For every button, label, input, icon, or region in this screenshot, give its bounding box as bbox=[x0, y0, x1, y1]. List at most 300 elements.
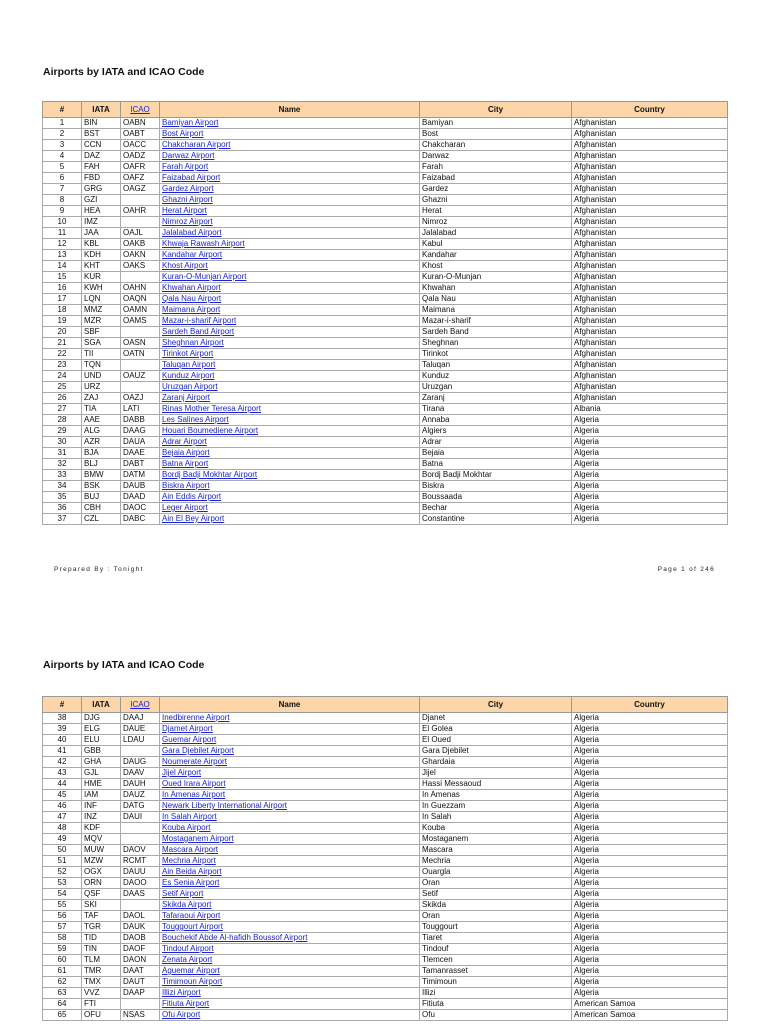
cell-name bbox=[160, 801, 420, 812]
cell-icao: DATG bbox=[121, 801, 160, 812]
cell-icao: DAOO bbox=[121, 878, 160, 889]
table-row bbox=[43, 1010, 728, 1021]
table-row bbox=[43, 933, 728, 944]
cell-name bbox=[160, 867, 420, 878]
cell-city: Kouba bbox=[420, 823, 572, 834]
table-row bbox=[43, 239, 728, 250]
cell-num: 63 bbox=[43, 988, 82, 999]
airport-name-link[interactable]: Setif Airport bbox=[162, 889, 204, 898]
table-row bbox=[43, 316, 728, 327]
table-row bbox=[43, 349, 728, 360]
cell-name bbox=[160, 283, 420, 294]
cell-iata: KDH bbox=[82, 250, 121, 261]
cell-num: 54 bbox=[43, 889, 82, 900]
cell-country: Algeria bbox=[572, 415, 728, 426]
cell-icao bbox=[121, 217, 160, 228]
cell-name bbox=[160, 1010, 420, 1021]
cell-iata: JAA bbox=[82, 228, 121, 239]
cell-country: Algeria bbox=[572, 845, 728, 856]
cell-iata: BST bbox=[82, 129, 121, 140]
cell-name bbox=[160, 713, 420, 724]
cell-icao bbox=[121, 382, 160, 393]
cell-name bbox=[160, 338, 420, 349]
cell-iata: MUW bbox=[82, 845, 121, 856]
cell-city: Jalalabad bbox=[420, 228, 572, 239]
airport-name-link[interactable]: Khost Airport bbox=[162, 261, 208, 270]
airport-name-link[interactable]: Taluqan Airport bbox=[162, 360, 216, 369]
cell-iata: BIN bbox=[82, 118, 121, 129]
table-row bbox=[43, 856, 728, 867]
cell-num: 6 bbox=[43, 173, 82, 184]
cell-iata: TII bbox=[82, 349, 121, 360]
airport-name-link[interactable]: Ain Beida Airport bbox=[162, 867, 222, 876]
cell-num: 57 bbox=[43, 922, 82, 933]
cell-icao: OAMS bbox=[121, 316, 160, 327]
airport-name-link[interactable]: Bejaia Airport bbox=[162, 448, 210, 457]
table-row bbox=[43, 404, 728, 415]
cell-iata: OGX bbox=[82, 867, 121, 878]
table-row bbox=[43, 867, 728, 878]
cell-name bbox=[160, 140, 420, 151]
cell-name bbox=[160, 349, 420, 360]
cell-city: Oran bbox=[420, 878, 572, 889]
header-iata: IATA bbox=[82, 102, 121, 118]
header-country: Country bbox=[572, 697, 728, 713]
header-num: # bbox=[43, 102, 82, 118]
cell-iata: MMZ bbox=[82, 305, 121, 316]
cell-city: Djanet bbox=[420, 713, 572, 724]
cell-num: 55 bbox=[43, 900, 82, 911]
airport-name-link[interactable]: Bouchekif Abde Al-hafidh Boussof Airport bbox=[162, 933, 308, 942]
cell-country: Algeria bbox=[572, 856, 728, 867]
table-row bbox=[43, 492, 728, 503]
table-row bbox=[43, 757, 728, 768]
cell-city: Tlemcen bbox=[420, 955, 572, 966]
cell-icao: DAUI bbox=[121, 812, 160, 823]
airport-name-link[interactable]: Mascara Airport bbox=[162, 845, 219, 854]
cell-city: Ofu bbox=[420, 1010, 572, 1021]
cell-city: Sardeh Band bbox=[420, 327, 572, 338]
airport-name-link[interactable]: Ghazni Airport bbox=[162, 195, 213, 204]
airport-name-link[interactable]: Inedbirenne Airport bbox=[162, 713, 230, 722]
cell-city: Taluqan bbox=[420, 360, 572, 371]
cell-iata: TMX bbox=[82, 977, 121, 988]
cell-num: 24 bbox=[43, 371, 82, 382]
airport-name-link[interactable]: Kouba Airport bbox=[162, 823, 211, 832]
airport-name-link[interactable]: Kuran-O-Munjan Airport bbox=[162, 272, 247, 281]
airport-name-link[interactable]: Fitiuta Airport bbox=[162, 999, 210, 1008]
cell-name bbox=[160, 492, 420, 503]
cell-num: 26 bbox=[43, 393, 82, 404]
cell-country: Algeria bbox=[572, 977, 728, 988]
cell-iata: MZW bbox=[82, 856, 121, 867]
cell-iata: ELG bbox=[82, 724, 121, 735]
cell-num: 53 bbox=[43, 878, 82, 889]
airport-name-link[interactable]: Bamiyan Airport bbox=[162, 118, 219, 127]
cell-num: 43 bbox=[43, 768, 82, 779]
cell-country: Algeria bbox=[572, 823, 728, 834]
table-row bbox=[43, 911, 728, 922]
table-row bbox=[43, 140, 728, 151]
cell-name bbox=[160, 195, 420, 206]
airport-name-link[interactable]: Mechria Airport bbox=[162, 856, 216, 865]
airport-name-link[interactable]: Khwahan Airport bbox=[162, 283, 221, 292]
cell-name bbox=[160, 812, 420, 823]
cell-name bbox=[160, 470, 420, 481]
cell-iata: TGR bbox=[82, 922, 121, 933]
header-name: Name bbox=[160, 102, 420, 118]
cell-name bbox=[160, 933, 420, 944]
cell-icao: OAUZ bbox=[121, 371, 160, 382]
cell-name bbox=[160, 779, 420, 790]
airport-name-link[interactable]: Tindouf Airport bbox=[162, 944, 214, 953]
airport-name-link[interactable]: Kunduz Airport bbox=[162, 371, 215, 380]
cell-city: Annaba bbox=[420, 415, 572, 426]
table-row bbox=[43, 988, 728, 999]
airport-name-link[interactable]: Jijel Airport bbox=[162, 768, 202, 777]
airport-name-link[interactable]: Guemar Airport bbox=[162, 735, 217, 744]
airport-name-link[interactable]: Houari Boumediene Airport bbox=[162, 426, 259, 435]
airport-name-link[interactable]: Herat Airport bbox=[162, 206, 207, 215]
table-row bbox=[43, 503, 728, 514]
cell-country: Afghanistan bbox=[572, 360, 728, 371]
cell-country: Afghanistan bbox=[572, 349, 728, 360]
cell-num: 5 bbox=[43, 162, 82, 173]
cell-city: Ghardaia bbox=[420, 757, 572, 768]
cell-city: Bejaia bbox=[420, 448, 572, 459]
table-row bbox=[43, 272, 728, 283]
cell-city: Hassi Messaoud bbox=[420, 779, 572, 790]
cell-icao: DAUG bbox=[121, 757, 160, 768]
airport-name-link[interactable]: Khwaja Rawash Airport bbox=[162, 239, 245, 248]
airport-name-link[interactable]: Farah Airport bbox=[162, 162, 209, 171]
airport-name-link[interactable]: Kandahar Airport bbox=[162, 250, 223, 259]
cell-city: In Salah bbox=[420, 812, 572, 823]
cell-name bbox=[160, 118, 420, 129]
airport-name-link[interactable]: Timimoun Airport bbox=[162, 977, 223, 986]
cell-num: 60 bbox=[43, 955, 82, 966]
airport-name-link[interactable]: Mazar-i-sharif Airport bbox=[162, 316, 237, 325]
airport-name-link[interactable]: Biskra Airport bbox=[162, 481, 210, 490]
cell-country: Algeria bbox=[572, 757, 728, 768]
cell-name bbox=[160, 360, 420, 371]
cell-name bbox=[160, 217, 420, 228]
airport-name-link[interactable]: Djamet Airport bbox=[162, 724, 213, 733]
cell-city: Skikda bbox=[420, 900, 572, 911]
table-row bbox=[43, 206, 728, 217]
cell-country: Algeria bbox=[572, 503, 728, 514]
cell-iata: SGA bbox=[82, 338, 121, 349]
cell-country: Algeria bbox=[572, 889, 728, 900]
cell-country: Afghanistan bbox=[572, 118, 728, 129]
cell-icao: NSAS bbox=[121, 1010, 160, 1021]
cell-iata: BSK bbox=[82, 481, 121, 492]
table-row bbox=[43, 779, 728, 790]
cell-country: American Samoa bbox=[572, 1010, 728, 1021]
cell-iata: ZAJ bbox=[82, 393, 121, 404]
cell-name bbox=[160, 305, 420, 316]
airport-name-link[interactable]: Bost Airport bbox=[162, 129, 204, 138]
cell-num: 48 bbox=[43, 823, 82, 834]
cell-country: Afghanistan bbox=[572, 338, 728, 349]
cell-iata: GZI bbox=[82, 195, 121, 206]
cell-iata: IMZ bbox=[82, 217, 121, 228]
airport-name-link[interactable]: Sheghnan Airport bbox=[162, 338, 224, 347]
cell-icao bbox=[121, 327, 160, 338]
cell-country: Algeria bbox=[572, 470, 728, 481]
airport-table bbox=[42, 101, 728, 525]
cell-name bbox=[160, 999, 420, 1010]
airport-name-link[interactable]: Touggourt Airport bbox=[162, 922, 223, 931]
cell-num: 52 bbox=[43, 867, 82, 878]
header-icao-link[interactable]: ICAO bbox=[121, 697, 160, 713]
airport-name-link[interactable]: Darwaz Airport bbox=[162, 151, 215, 160]
header-name: Name bbox=[160, 697, 420, 713]
table-row bbox=[43, 845, 728, 856]
cell-city: In Guezzam bbox=[420, 801, 572, 812]
cell-city: Ouargla bbox=[420, 867, 572, 878]
cell-iata: TMR bbox=[82, 966, 121, 977]
airport-name-link[interactable]: In Salah Airport bbox=[162, 812, 217, 821]
airport-name-link[interactable]: Ain El Bey Airport bbox=[162, 514, 225, 523]
cell-city: Tirana bbox=[420, 404, 572, 415]
cell-num: 34 bbox=[43, 481, 82, 492]
cell-name bbox=[160, 426, 420, 437]
cell-city: Fitiuta bbox=[420, 999, 572, 1010]
cell-iata: QSF bbox=[82, 889, 121, 900]
table-row bbox=[43, 977, 728, 988]
cell-country: Algeria bbox=[572, 768, 728, 779]
cell-icao: DAUT bbox=[121, 977, 160, 988]
table-row bbox=[43, 966, 728, 977]
table-row bbox=[43, 470, 728, 481]
table-row bbox=[43, 162, 728, 173]
cell-icao: DAAP bbox=[121, 988, 160, 999]
cell-iata: IAM bbox=[82, 790, 121, 801]
cell-city: Timimoun bbox=[420, 977, 572, 988]
cell-country: Afghanistan bbox=[572, 162, 728, 173]
cell-name bbox=[160, 911, 420, 922]
cell-iata: KDF bbox=[82, 823, 121, 834]
airport-name-link[interactable]: Newark Liberty International Airport bbox=[162, 801, 287, 810]
cell-name bbox=[160, 382, 420, 393]
cell-num: 29 bbox=[43, 426, 82, 437]
cell-name bbox=[160, 151, 420, 162]
airport-name-link[interactable]: Es Senia Airport bbox=[162, 878, 220, 887]
airport-name-link[interactable]: Gara Djebilet Airport bbox=[162, 746, 235, 755]
cell-city: Constantine bbox=[420, 514, 572, 525]
table-row bbox=[43, 184, 728, 195]
cell-country: Algeria bbox=[572, 922, 728, 933]
cell-name bbox=[160, 878, 420, 889]
cell-icao: DAUH bbox=[121, 779, 160, 790]
cell-icao: OAKN bbox=[121, 250, 160, 261]
table-row bbox=[43, 944, 728, 955]
airport-name-link[interactable]: Chakcharan Airport bbox=[162, 140, 231, 149]
cell-num: 45 bbox=[43, 790, 82, 801]
cell-num: 36 bbox=[43, 503, 82, 514]
cell-country: Afghanistan bbox=[572, 184, 728, 195]
cell-icao: DAUB bbox=[121, 481, 160, 492]
cell-name bbox=[160, 162, 420, 173]
cell-country: Afghanistan bbox=[572, 173, 728, 184]
cell-country: Afghanistan bbox=[572, 316, 728, 327]
airport-name-link[interactable]: Zaranj Airport bbox=[162, 393, 211, 402]
airport-name-link[interactable]: Faizabad Airport bbox=[162, 173, 221, 182]
airport-name-link[interactable]: Tafaraoui Airport bbox=[162, 911, 221, 920]
cell-name bbox=[160, 371, 420, 382]
cell-city: Bordj Badji Mokhtar bbox=[420, 470, 572, 481]
cell-icao: DAUE bbox=[121, 724, 160, 735]
cell-num: 17 bbox=[43, 294, 82, 305]
airport-name-link[interactable]: Noumerate Airport bbox=[162, 757, 227, 766]
cell-iata: CZL bbox=[82, 514, 121, 525]
cell-num: 13 bbox=[43, 250, 82, 261]
airport-name-link[interactable]: Ofu Airport bbox=[162, 1010, 201, 1019]
cell-name bbox=[160, 768, 420, 779]
airport-name-link[interactable]: Skikda Airport bbox=[162, 900, 212, 909]
cell-iata: KBL bbox=[82, 239, 121, 250]
cell-country: Algeria bbox=[572, 944, 728, 955]
cell-country: Algeria bbox=[572, 955, 728, 966]
table-row bbox=[43, 999, 728, 1010]
cell-iata: AZR bbox=[82, 437, 121, 448]
table-row bbox=[43, 250, 728, 261]
cell-country: Afghanistan bbox=[572, 272, 728, 283]
cell-country: Afghanistan bbox=[572, 393, 728, 404]
cell-icao: DAUA bbox=[121, 437, 160, 448]
table-row bbox=[43, 118, 728, 129]
cell-name bbox=[160, 823, 420, 834]
cell-num: 51 bbox=[43, 856, 82, 867]
airport-name-link[interactable]: Nimroz Airport bbox=[162, 217, 213, 226]
cell-name bbox=[160, 481, 420, 492]
airport-name-link[interactable]: Zenata Airport bbox=[162, 955, 213, 964]
header-city: City bbox=[420, 697, 572, 713]
cell-num: 56 bbox=[43, 911, 82, 922]
airport-name-link[interactable]: Les Salines Airport bbox=[162, 415, 229, 424]
airport-name-link[interactable]: Batna Airport bbox=[162, 459, 209, 468]
cell-icao: OAFR bbox=[121, 162, 160, 173]
table-row bbox=[43, 746, 728, 757]
cell-country: Afghanistan bbox=[572, 371, 728, 382]
table-row bbox=[43, 382, 728, 393]
cell-num: 2 bbox=[43, 129, 82, 140]
footer-page-number: Page 1 of 246 bbox=[657, 566, 715, 573]
cell-country: Algeria bbox=[572, 481, 728, 492]
cell-icao: OAHR bbox=[121, 206, 160, 217]
cell-country: Algeria bbox=[572, 812, 728, 823]
table-row bbox=[43, 195, 728, 206]
header-iata: IATA bbox=[82, 697, 121, 713]
cell-name bbox=[160, 327, 420, 338]
cell-name bbox=[160, 757, 420, 768]
cell-city: Kandahar bbox=[420, 250, 572, 261]
cell-city: Ghazni bbox=[420, 195, 572, 206]
cell-city: Jijel bbox=[420, 768, 572, 779]
page-title: Airports by IATA and ICAO Code bbox=[43, 66, 205, 78]
airport-name-link[interactable]: Maimana Airport bbox=[162, 305, 221, 314]
cell-iata: ORN bbox=[82, 878, 121, 889]
cell-name bbox=[160, 459, 420, 470]
airport-name-link[interactable]: Qala Nau Airport bbox=[162, 294, 222, 303]
cell-iata: TQN bbox=[82, 360, 121, 371]
table-row bbox=[43, 834, 728, 845]
cell-city: Khwahan bbox=[420, 283, 572, 294]
cell-country: Algeria bbox=[572, 988, 728, 999]
cell-icao: OAMN bbox=[121, 305, 160, 316]
cell-city: Touggourt bbox=[420, 922, 572, 933]
airport-name-link[interactable]: Leger Airport bbox=[162, 503, 208, 512]
cell-name bbox=[160, 834, 420, 845]
cell-name bbox=[160, 239, 420, 250]
airport-name-link[interactable]: Jalalabad Airport bbox=[162, 228, 222, 237]
cell-icao: DAOB bbox=[121, 933, 160, 944]
cell-icao: OABN bbox=[121, 118, 160, 129]
airport-name-link[interactable]: Adrar Airport bbox=[162, 437, 207, 446]
cell-iata: FTI bbox=[82, 999, 121, 1010]
airport-name-link[interactable]: Tirinkot Airport bbox=[162, 349, 214, 358]
table-row bbox=[43, 922, 728, 933]
cell-num: 61 bbox=[43, 966, 82, 977]
airport-name-link[interactable]: Gardez Airport bbox=[162, 184, 214, 193]
airport-name-link[interactable]: Rinas Mother Teresa Airport bbox=[162, 404, 262, 413]
cell-num: 32 bbox=[43, 459, 82, 470]
cell-country: Afghanistan bbox=[572, 327, 728, 338]
cell-city: Faizabad bbox=[420, 173, 572, 184]
cell-icao: DAAD bbox=[121, 492, 160, 503]
airport-name-link[interactable]: Bordj Badji Mokhtar Airport bbox=[162, 470, 258, 479]
cell-iata: AAE bbox=[82, 415, 121, 426]
cell-num: 38 bbox=[43, 713, 82, 724]
table-row bbox=[43, 878, 728, 889]
cell-icao: OAGZ bbox=[121, 184, 160, 195]
cell-iata: BUJ bbox=[82, 492, 121, 503]
cell-iata: FAH bbox=[82, 162, 121, 173]
cell-city: Bamiyan bbox=[420, 118, 572, 129]
cell-num: 12 bbox=[43, 239, 82, 250]
cell-icao: DABB bbox=[121, 415, 160, 426]
airport-name-link[interactable]: Uruzgan Airport bbox=[162, 382, 218, 391]
cell-icao: DAON bbox=[121, 955, 160, 966]
cell-iata: BJA bbox=[82, 448, 121, 459]
cell-city: El Golea bbox=[420, 724, 572, 735]
cell-city: El Oued bbox=[420, 735, 572, 746]
cell-city: Tamanrasset bbox=[420, 966, 572, 977]
airport-name-link[interactable]: Sardeh Band Airport bbox=[162, 327, 235, 336]
airport-name-link[interactable]: Illizi Airport bbox=[162, 988, 201, 997]
cell-iata: CBH bbox=[82, 503, 121, 514]
cell-num: 30 bbox=[43, 437, 82, 448]
cell-city: Bost bbox=[420, 129, 572, 140]
airport-name-link[interactable]: Aguemar Airport bbox=[162, 966, 220, 975]
cell-country: Algeria bbox=[572, 779, 728, 790]
cell-name bbox=[160, 173, 420, 184]
airport-name-link[interactable]: Ain Eddis Airport bbox=[162, 492, 222, 501]
cell-icao: DAAJ bbox=[121, 713, 160, 724]
airport-name-link[interactable]: In Amenas Airport bbox=[162, 790, 226, 799]
header-icao-link[interactable]: ICAO bbox=[121, 102, 160, 118]
cell-name bbox=[160, 790, 420, 801]
cell-name bbox=[160, 900, 420, 911]
cell-icao: DAUK bbox=[121, 922, 160, 933]
cell-num: 18 bbox=[43, 305, 82, 316]
airport-name-link[interactable]: Mostaganem Airport bbox=[162, 834, 234, 843]
table-row bbox=[43, 426, 728, 437]
airport-name-link[interactable]: Oued Irara Airport bbox=[162, 779, 226, 788]
document-page-2 bbox=[0, 594, 768, 1024]
table-row bbox=[43, 514, 728, 525]
